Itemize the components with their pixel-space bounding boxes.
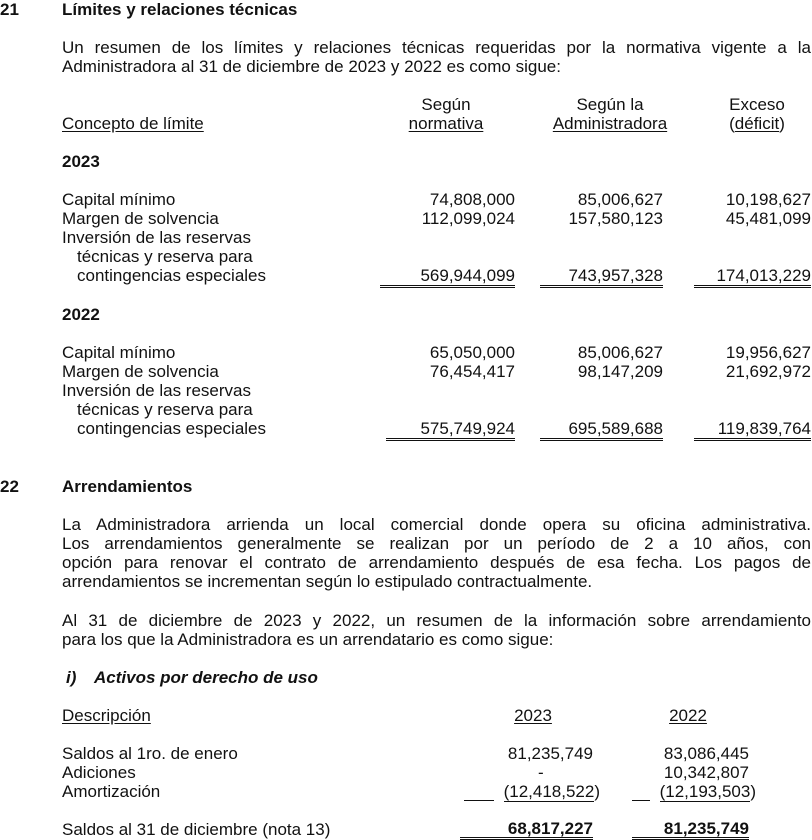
rou-row-amortizacion-2022 — [632, 782, 756, 801]
row-margen-2023-v2: 157,580,123 — [568, 209, 663, 228]
row-capital-2023-v3: 10,198,627 — [725, 190, 811, 209]
header-concepto: Concepto de límite — [62, 114, 204, 133]
deficit-open-paren: ( — [729, 114, 735, 133]
row-margen-2023-v3: 45,481,099 — [725, 209, 811, 228]
para2-line-2: para los que la Administradora es un arrendatario es como sigue: — [62, 630, 554, 649]
year-2023-label: 2023 — [62, 152, 100, 171]
row-inversion-2022-label-1: Inversión de las reservas — [62, 381, 251, 400]
row-margen-2022-v2: 98,147,209 — [577, 362, 663, 381]
row-inversion-2022-v3: 119,839,764 — [694, 419, 811, 441]
rou-row-saldos-enero-2022: 83,086,445 — [663, 744, 749, 763]
rou-total-2023: 68,817,227 — [460, 820, 593, 840]
row-capital-2023-v1: 74,808,000 — [429, 190, 515, 209]
header-segun-normativa-l2: normativa — [408, 114, 484, 133]
rou-total-2022: 81,235,749 — [632, 820, 749, 840]
section-22-number: 22 — [0, 477, 19, 496]
row-capital-2022-v2: 85,006,627 — [577, 343, 663, 362]
para1-line-2: Los arrendamientos generalmente se realizan por un período de 2 a 10 años, con — [62, 534, 811, 553]
rou-row-amortizacion-label: Amortización — [62, 782, 161, 801]
rou-row-adiciones-2022: 10,342,807 — [663, 763, 749, 782]
section-21-title: Límites y relaciones técnicas — [62, 0, 298, 19]
header-segun-admin-l1: Según la — [576, 95, 644, 114]
rou-row-saldos-enero-2023: 81,235,749 — [507, 744, 593, 763]
section-22-paragraph-2 — [62, 611, 811, 649]
section-22-paragraph-1 — [62, 515, 811, 591]
para2-line-1: Al 31 de diciembre de 2023 y 2022, un resumen de la información sobre arrendamiento — [62, 611, 811, 630]
para1-line-1: La Administradora arrienda un local comercial donde opera su oficina administrativa. — [62, 515, 811, 534]
row-inversion-2023-label-1: Inversión de las reservas — [62, 228, 251, 247]
section-22-title: Arrendamientos — [62, 477, 193, 496]
row-capital-2022-label: Capital mínimo — [62, 343, 176, 362]
header-exceso-l2 — [710, 114, 804, 133]
row-inversion-2022-v2: 695,589,688 — [540, 419, 663, 441]
row-inversion-2023-label-2: técnicas y reserva para — [77, 247, 253, 266]
row-inversion-2022-label-3: contingencias especiales — [77, 419, 267, 438]
rou-header-2022: 2022 — [669, 706, 707, 725]
rou-row-saldos-enero-label: Saldos al 1ro. de enero — [62, 744, 238, 763]
amortizacion-2023-close-paren: ) — [594, 782, 600, 801]
rou-total-label: Saldos al 31 de diciembre (nota 13) — [62, 820, 331, 839]
amortizacion-2022-value: (12,193,503 — [659, 782, 751, 801]
deficit-word: déficit — [734, 114, 780, 133]
row-capital-2023-label: Capital mínimo — [62, 190, 176, 209]
row-margen-2022-v1: 76,454,417 — [429, 362, 515, 381]
intro-line-2: Administradora al 31 de diciembre de 2023 y 2022 es como sigue: — [62, 57, 561, 76]
header-segun-normativa-l1: Según — [421, 95, 471, 114]
header-exceso-l1: Exceso — [729, 95, 785, 114]
para1-line-4: arrendamientos se incrementan según lo estipulado contractualmente. — [62, 572, 593, 591]
row-margen-2022-v3: 21,692,972 — [725, 362, 811, 381]
amortizacion-2023-rule — [464, 800, 494, 801]
row-inversion-2023-v2: 743,957,328 — [540, 266, 663, 288]
row-inversion-2022-label-2: técnicas y reserva para — [77, 400, 253, 419]
para1-line-3: opción para renovar el contrato de arrendamiento después de esa fecha. Los pagos de — [62, 553, 811, 572]
rou-row-amortizacion-2023 — [464, 782, 600, 801]
intro-line-1: Un resumen de los límites y relaciones técnicas requeridas por la normativa vigente a la — [62, 38, 811, 57]
rou-row-adiciones-label: Adiciones — [62, 763, 136, 782]
rou-row-adiciones-2023: - — [538, 763, 544, 782]
row-margen-2022-label: Margen de solvencia — [62, 362, 219, 381]
subsection-marker: i) — [66, 668, 77, 687]
row-margen-2023-v1: 112,099,024 — [421, 209, 515, 228]
rou-header-descripcion: Descripción — [62, 706, 151, 725]
row-capital-2022-v1: 65,050,000 — [429, 343, 515, 362]
row-capital-2022-v3: 19,956,627 — [725, 343, 811, 362]
amortizacion-2022-rule — [632, 800, 650, 801]
amortizacion-2022-close-paren: ) — [750, 782, 756, 801]
year-2022-label: 2022 — [62, 305, 100, 324]
row-inversion-2022-v1: 575,749,924 — [386, 419, 515, 441]
row-margen-2023-label: Margen de solvencia — [62, 209, 219, 228]
row-inversion-2023-v3: 174,013,229 — [694, 266, 811, 288]
rou-header-2023: 2023 — [514, 706, 552, 725]
header-segun-admin-l2: Administradora — [552, 114, 668, 133]
deficit-close-paren: ) — [779, 114, 785, 133]
row-capital-2023-v2: 85,006,627 — [577, 190, 663, 209]
row-inversion-2023-label-3: contingencias especiales — [77, 266, 267, 285]
section-21-number: 21 — [0, 0, 19, 19]
subsection-title: Activos por derecho de uso — [94, 668, 318, 687]
row-inversion-2023-v1: 569,944,099 — [380, 266, 515, 288]
amortizacion-2023-value: (12,418,522 — [503, 782, 595, 801]
section-21-intro — [62, 38, 811, 76]
